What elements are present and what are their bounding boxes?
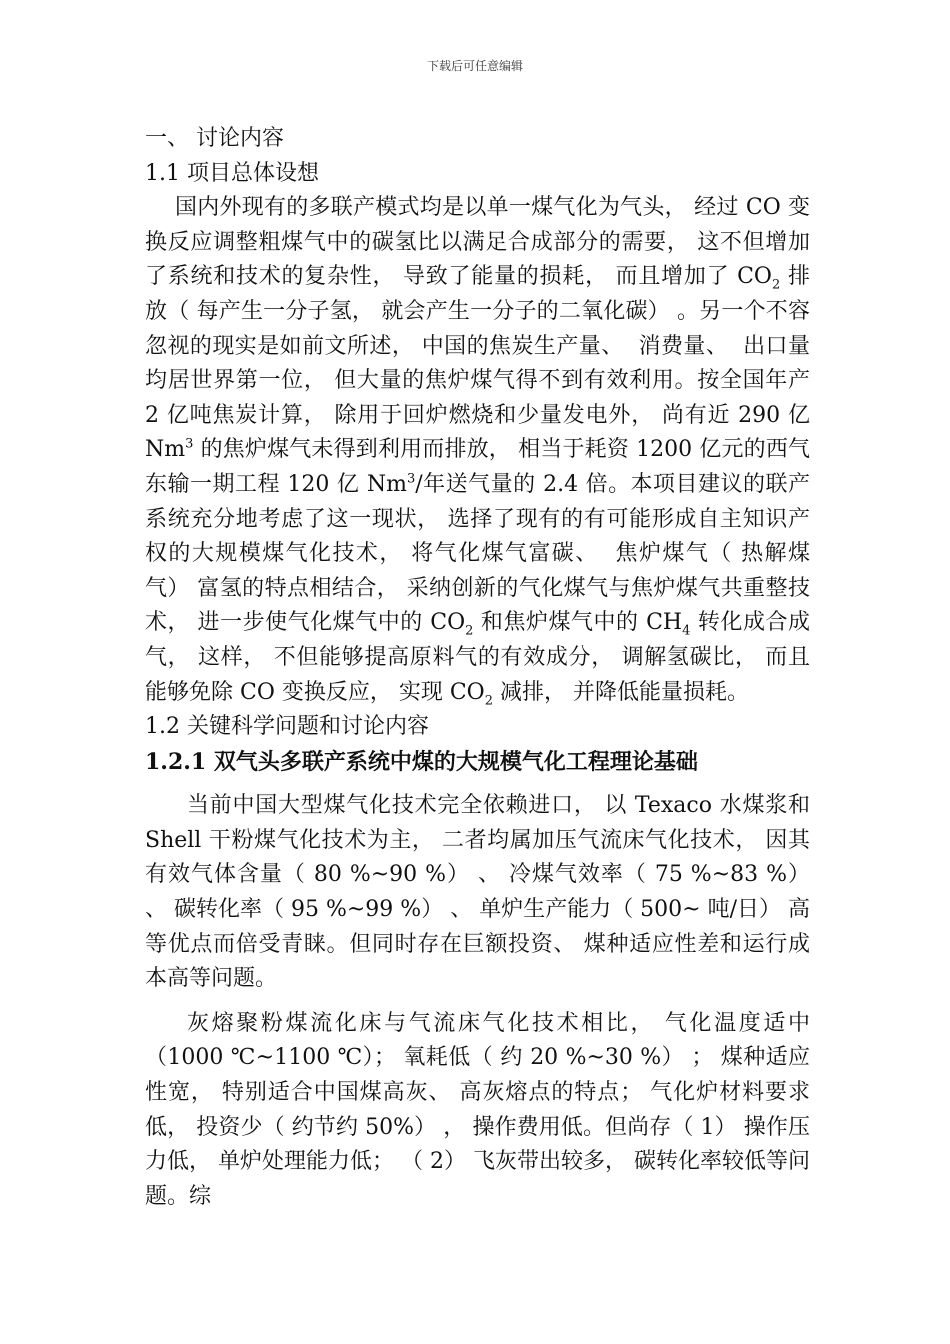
document-body — [145, 122, 817, 1214]
section-title: 一、 讨论内容 — [145, 126, 284, 151]
section-1-1-title: 1.1 项目总体设想 — [145, 160, 319, 186]
subscript: 2 — [484, 692, 493, 708]
text-segment: 转化成合成气， 这样， 不但能够提高原料气的有效成分， 调解氢碳比， 而且能够免除 CO 变换反应， 实现 CO — [145, 610, 810, 705]
text-segment: 排放（ 每产生一分子氢， 就会产生一分子的二氧化碳） 。另一个不容忽视的现实是如前文所述， 中国的焦炭生产量、 消费量、 出口量均居世界第一位， 但大量的焦炉煤气得不到有效利用。按全国年产 2 亿吨焦炭计算， 除用于回炉燃烧和少量发电外， 尚有近 290 亿 Nm — [145, 264, 817, 463]
text-segment: 和焦炉煤气中的 CH — [473, 610, 683, 636]
subscript: 4 — [682, 623, 691, 639]
paragraph-project-concept — [145, 191, 817, 710]
superscript: 3 — [406, 471, 416, 487]
page-header-note: 下载后可任意编辑 — [426, 59, 523, 73]
text-segment: 减排， 并降低能量损耗。 — [493, 679, 749, 705]
paragraph-fluidized-bed: 灰熔聚粉煤流化床与气流床气化技术相比， 气化温度适中（1000 ℃~1100 ℃）； 氧耗低（ 约 20 %~30 %） ； 煤种适应性宽， 特别适合中国煤高灰、 高灰熔点的特点； 气化炉材料要求低， 投资少（ 约节约 50%） ， 操作费用低。但尚存（ 1） 操作压力低， 单炉处理能力低； （ 2） 飞灰带出较多， 碳转化率较低等问题。综 — [145, 1010, 810, 1209]
section-1-2-title: 1.2 关键科学问题和讨论内容 — [145, 714, 429, 740]
subscript: 2 — [771, 277, 781, 293]
section-1-2-1-title: 1.2.1 双气头多联产系统中煤的大规模气化工程理论基础 — [145, 748, 698, 775]
spacer — [145, 779, 810, 789]
spacer — [145, 997, 810, 1007]
paragraph-gasification-import: 当前中国大型煤气化技术完全依赖进口， 以 Texaco 水煤浆和 Shell 干粉煤气化技术为主， 二者均属加压气流床气化技术， 因其有效气体含量（ 80 %~90 %） 、 冷煤气效率（ 75 %~83 %） 、 碳转化率（ 95 %~99 %） 、 单炉生产能力（ 500~ 吨/日） 高等优点而倍受青睐。但同时存在巨额投资、 煤种适应性差和运行成本高等问题。 — [145, 793, 811, 992]
text-segment: 国内外现有的多联产模式均是以单一煤气化为气头， 经过 CO 变换反应调整粗煤气中的碳氢比以满足合成部分的需要， 这不但增加了系统和技术的复杂性， 导致了能量的损耗， 而且增加了 CO — [145, 195, 810, 290]
text-segment: 的焦炉煤气未得到利用而排放， 相当于耗资 1200 亿元的西气东输一期工程 120 亿 Nm — [145, 437, 810, 497]
text-segment: /年送气量的 2.4 倍。本项目建议的联产系统充分地考虑了这一现状， 选择了现有的有可能形成自主知识产权的大规模煤气化技术， 将气化煤气富碳、 焦炉煤气（ 热解煤气） 富氢的特点相结合， 采纳创新的气化煤气与焦炉煤气共重整技术， 进一步使气化煤气中的 CO — [145, 471, 810, 636]
superscript: 3 — [185, 437, 194, 453]
subscript: 2 — [465, 623, 474, 639]
